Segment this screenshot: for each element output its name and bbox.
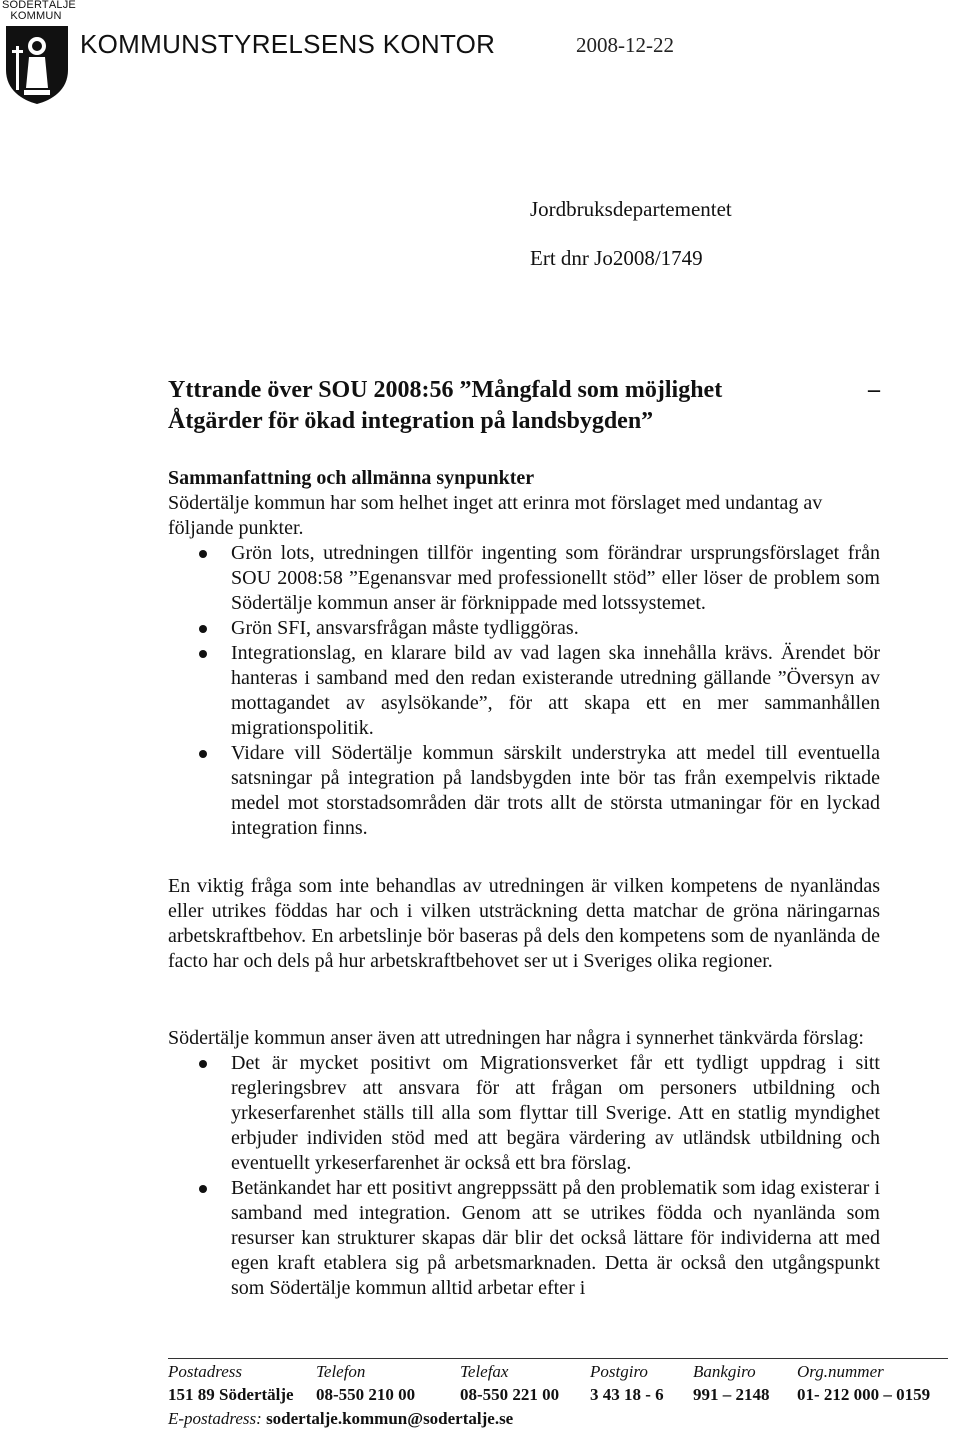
summary-intro: Södertälje kommun har som helhet inget att erinra mot förslaget med undantag av följande punkter. xyxy=(168,492,823,539)
list-item-text: Det är mycket positivt om Migrationsverket får ett tydligt uppdrag i sitt regleringsbrev att ansvara för att frågan om personers utbildning och yrkeserfarenhet ställs till alla som flyttar till Sverige. Att en statlig myndighet erbjuder individen stöd med att begära värdering av utländsk utbildning och eventuellt yrkeserfarenhet är också ett bra förslag. xyxy=(231,1052,880,1174)
footer-bankgiro: 991 – 2148 xyxy=(693,1385,770,1404)
bullet-icon xyxy=(199,550,207,558)
list-item-text: Grön SFI, ansvarsfrågan måste tydliggöras. xyxy=(231,617,579,639)
footer-telefon: 08-550 210 00 xyxy=(316,1385,416,1404)
bullet-icon xyxy=(199,1185,207,1193)
footer-email-label: E-postadress: xyxy=(168,1409,262,1428)
summary-section xyxy=(168,466,880,841)
footer-divider xyxy=(168,1358,948,1359)
logo-line-2: KOMMUN xyxy=(10,10,62,22)
logo-line-1: SÖDERTÄLJE xyxy=(2,0,76,11)
footer-telefax: 08-550 221 00 xyxy=(460,1385,560,1404)
bullet-icon xyxy=(199,750,207,758)
summary-bullet-list xyxy=(168,541,880,841)
coat-of-arms-icon xyxy=(2,24,72,106)
footer-postgiro: 3 43 18 - 6 xyxy=(590,1385,664,1404)
paragraph-proposals xyxy=(168,1026,880,1301)
list-item-text: Integrationslag, en klarare bild av vad lagen ska innehålla krävs. Ärendet bör hanteras i samband med den redan existerande utredning gällande ”Översyn av mottagandet av asylsökande”, för att skapa ett en mer sammanhållen migrationspolitik. xyxy=(231,642,880,739)
footer-telefax-label: Telefax xyxy=(460,1362,509,1381)
title-line-2: Åtgärder för ökad integration på landsbygden” xyxy=(168,408,654,434)
document-title xyxy=(168,375,880,437)
list-item xyxy=(168,541,880,616)
footer-postadress: 151 89 Södertälje xyxy=(168,1385,294,1404)
list-item xyxy=(168,1176,880,1301)
list-item xyxy=(168,1051,880,1176)
paragraph-competence: En viktig fråga som inte behandlas av utredningen är vilken kompetens de nyanländas eller utrikes föddas har och i vilken utsträckning detta matchar de gröna näringarnas arbetskraftbehov. En arbetslinje bör baseras på dels den kompetens som de nyanlända de facto har och dels på hur arbetskraftbehovet ser ut i Sveriges olika regioner. xyxy=(168,875,880,972)
list-item xyxy=(168,616,880,641)
footer-postgiro-label: Postgiro xyxy=(590,1362,648,1381)
bullet-icon xyxy=(199,1060,207,1068)
proposals-intro: Södertälje kommun anser även att utredningen har några i synnerhet tänkvärda förslag: xyxy=(168,1027,864,1049)
proposals-bullet-list xyxy=(168,1051,880,1301)
footer-postadress-label: Postadress xyxy=(168,1362,242,1381)
list-item-text: Betänkandet har ett positivt angreppssätt på den problematik som idag existerar i samband med integration. Genom att se utrikes födda och nyanlända som resurser kan strukturer skapas där blir det också lättare för individerna att med egen kraft etablera sig på arbetsmarknaden. Detta är också den utgångspunkt som Södertälje kommun alltid arbetar efter i xyxy=(231,1177,880,1299)
footer-telefon-label: Telefon xyxy=(316,1362,366,1381)
footer-orgnummer: 01- 212 000 – 0159 xyxy=(797,1385,931,1404)
list-item-text: Grön lots, utredningen tillför ingenting som förändrar ursprungsförslaget från SOU 2008:58 ”Egenansvar med professionellt stöd” eller löser de problem som Södertälje kommun anser är förknippade med lotssystemet. xyxy=(231,542,880,614)
list-item-text: Vidare vill Södertälje kommun särskilt understryka att medel till eventuella satsningar på integration på landsbygden inte bör tas från exempelvis riktade medel mot storstadsområden där trots allt de största utmaningar för en lyckad integration finns. xyxy=(231,742,880,839)
bullet-icon xyxy=(199,625,207,633)
footer-orgnummer-label: Org.nummer xyxy=(797,1362,884,1381)
bullet-icon xyxy=(199,650,207,658)
title-dash: – xyxy=(868,377,880,403)
municipality-logo-text xyxy=(2,0,76,22)
section-heading: Sammanfattning och allmänna synpunkter xyxy=(168,467,535,489)
list-item xyxy=(168,741,880,841)
reference-number: Ert dnr Jo2008/1749 xyxy=(530,246,703,270)
document-date: 2008-12-22 xyxy=(576,33,674,57)
title-line-1: Yttrande över SOU 2008:56 ”Mångfald som möjlighet xyxy=(168,377,723,403)
footer-email-link[interactable]: sodertalje.kommun@sodertalje.se xyxy=(266,1409,514,1428)
footer-email-line xyxy=(168,1409,513,1429)
footer-bankgiro-label: Bankgiro xyxy=(693,1362,756,1381)
list-item xyxy=(168,641,880,741)
recipient: Jordbruksdepartementet xyxy=(530,197,732,221)
office-title: KOMMUNSTYRELSENS KONTOR xyxy=(80,29,496,59)
